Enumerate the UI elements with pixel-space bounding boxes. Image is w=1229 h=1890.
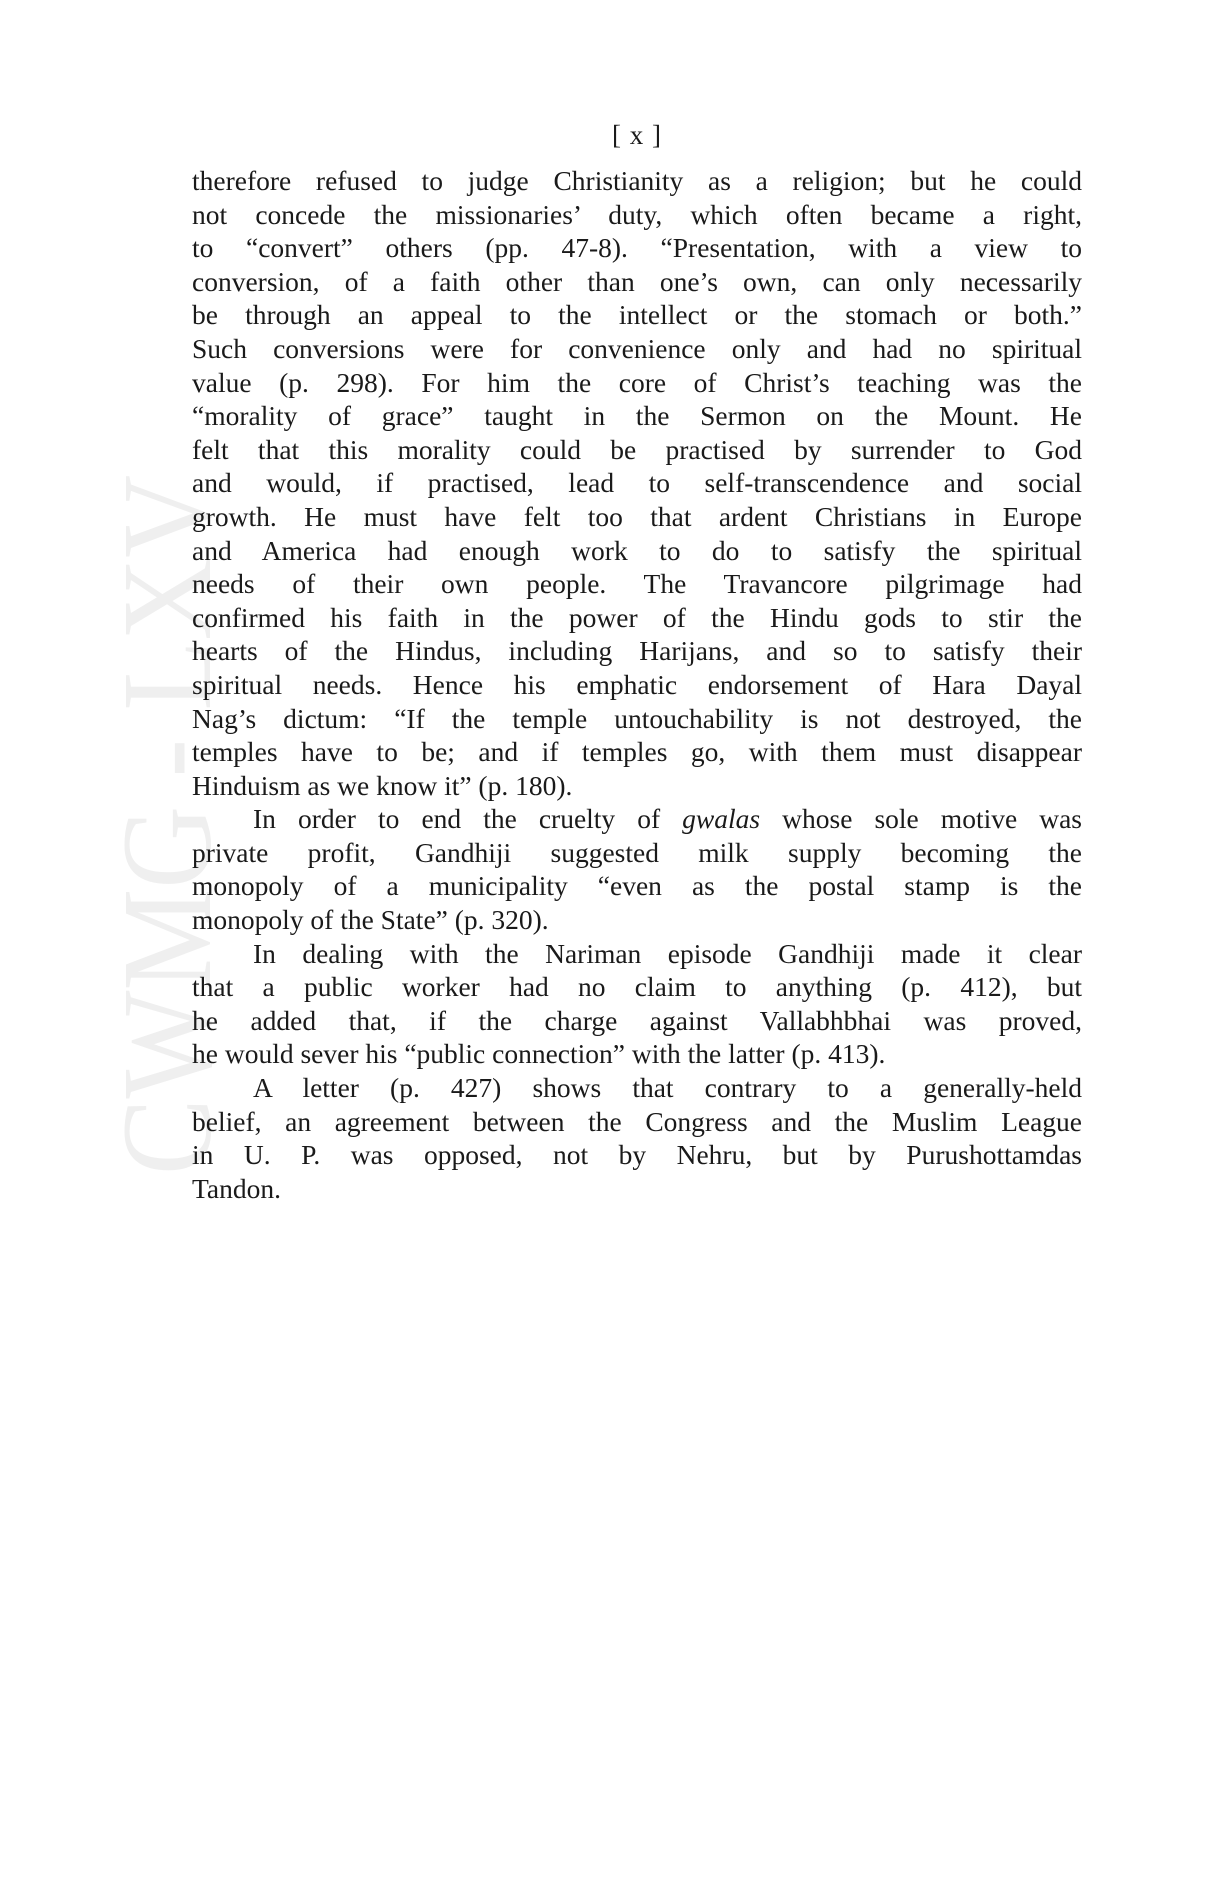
text-line: he added that, if the charge against Vallabhbhai was proved,: [192, 1004, 1082, 1036]
text-line: hearts of the Hindus, including Harijans, and so to satisfy their: [192, 635, 1082, 667]
paragraph-letter: [192, 1071, 1082, 1205]
text-line: and would, if practised, lead to self-transcendence and social: [192, 467, 1082, 499]
page-body: [192, 118, 1082, 1205]
text-line: temples have to be; and if temples go, with them must disappear: [192, 736, 1082, 768]
text-line: belief, an agreement between the Congress and the Muslim League: [192, 1105, 1082, 1137]
text-line: Tandon.: [192, 1172, 281, 1204]
text-line: to “convert” others (pp. 47-8). “Presentation, with a view to: [192, 232, 1082, 264]
text-line: needs of their own people. The Travancore pilgrimage had: [192, 568, 1082, 600]
paragraph-christianity: [192, 164, 1082, 802]
text-line: A letter (p. 427) shows that contrary to a generally-held: [253, 1072, 1082, 1104]
page-number: [ x ]: [612, 120, 662, 150]
text-line: therefore refused to judge Christianity as a religion; but he could: [192, 165, 1082, 196]
text-line: private profit, Gandhiji suggested milk supply becoming the: [192, 836, 1082, 868]
text-line: spiritual needs. Hence his emphatic endorsement of Hara Dayal: [192, 668, 1082, 700]
text-line: and America had enough work to do to satisfy the spiritual: [192, 534, 1082, 566]
italic-term: gwalas: [682, 803, 761, 835]
text-line: be through an appeal to the intellect or the stomach or both.”: [192, 299, 1082, 331]
text-line: Nag’s dictum: “If the temple untouchability is not destroyed, the: [192, 702, 1082, 734]
text-line: [192, 802, 1082, 836]
text-line: in U. P. was opposed, not by Nehru, but by Purushottamdas: [192, 1139, 1082, 1171]
text-line: he would sever his “public connection” with the latter (p. 413).: [192, 1038, 886, 1070]
text-line: that a public worker had no claim to anything (p. 412), but: [192, 971, 1082, 1003]
text-line: Hinduism as we know it” (p. 180).: [192, 769, 573, 801]
text-line: value (p. 298). For him the core of Christ’s teaching was the: [192, 366, 1082, 398]
text-line: conversion, of a faith other than one’s own, can only necessarily: [192, 265, 1082, 297]
text-line: confirmed his faith in the power of the Hindu gods to stir the: [192, 601, 1082, 633]
text-line: monopoly of the State” (p. 320).: [192, 904, 549, 936]
text-line: not concede the missionaries’ duty, which often became a right,: [192, 198, 1082, 230]
paragraph-nariman: [192, 937, 1082, 1071]
text-line: In dealing with the Nariman episode Gandhiji made it clear: [253, 937, 1082, 969]
text-line: “morality of grace” taught in the Sermon on the Mount. He: [192, 400, 1082, 432]
text-run: In order to end the cruelty of: [253, 803, 683, 835]
text-line: felt that this morality could be practised by surrender to God: [192, 433, 1082, 465]
watermark-text: CWMG - LXV: [96, 392, 238, 1175]
text-run: whose sole motive was: [760, 803, 1082, 835]
text-line: monopoly of a municipality “even as the postal stamp is the: [192, 870, 1082, 902]
text-line: growth. He must have felt too that ardent Christians in Europe: [192, 500, 1082, 532]
paragraph-gwalas: [192, 802, 1082, 936]
text-line: Such conversions were for convenience only and had no spiritual: [192, 332, 1082, 364]
